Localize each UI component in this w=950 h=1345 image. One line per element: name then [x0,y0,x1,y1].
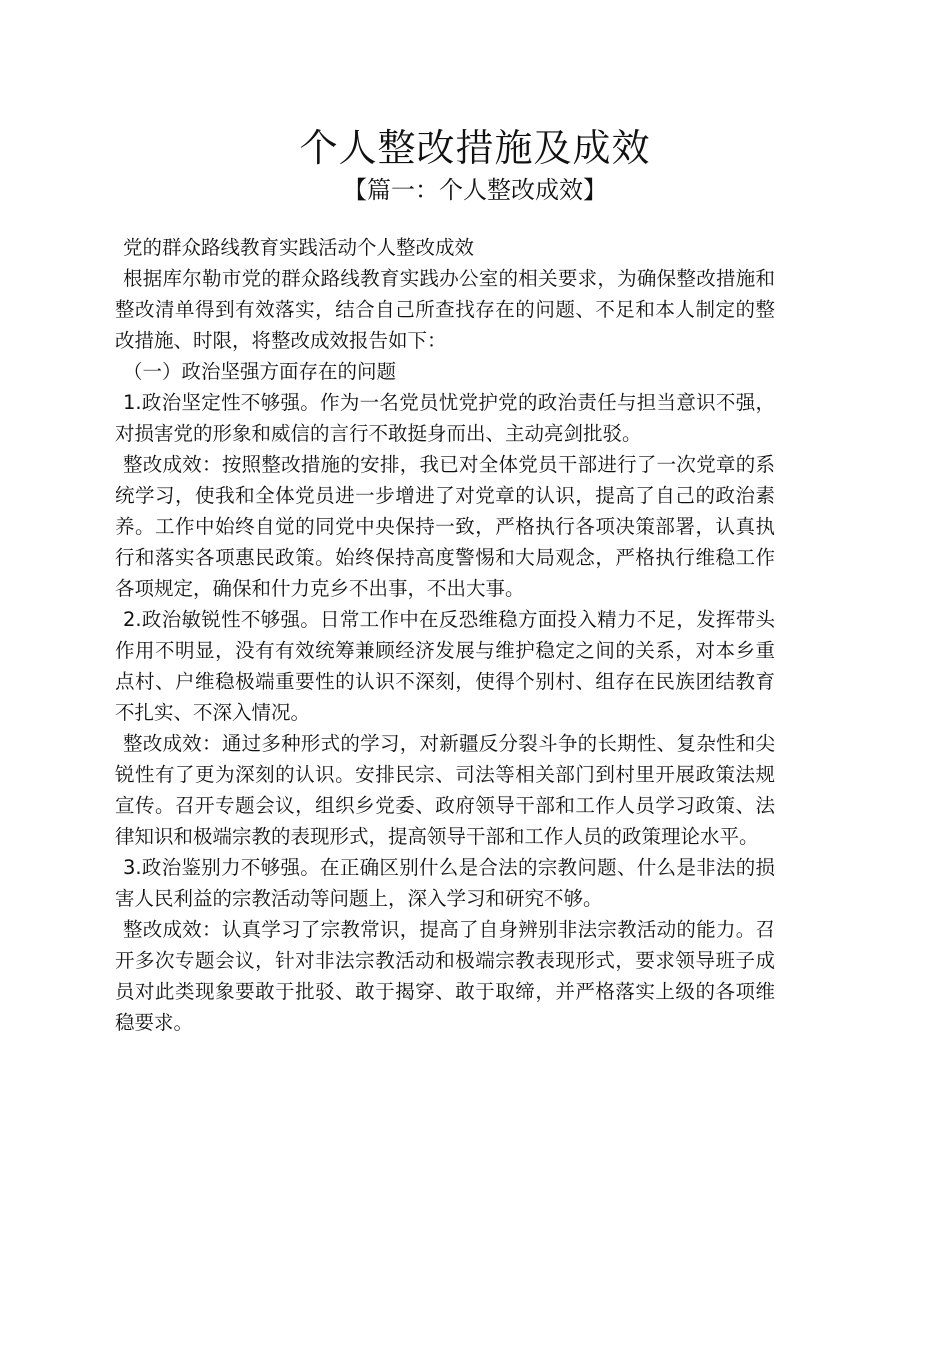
paragraph-issue-3: 3.政治鉴别力不够强。在正确区别什么是合法的宗教问题、什么是非法的损害人民利益的宗教活动等问题上，深入学习和研究不够。 [115,856,775,910]
section-heading: （一）政治坚强方面存在的问题 [123,360,397,383]
paragraph-issue-2: 2.政治敏锐性不够强。日常工作中在反恐维稳方面投入精力不足，发挥带头作用不明显，没有有效统筹兼顾经济发展与维护稳定之间的关系，对本乡重点村、户维稳极端重要性的认识不深刻，使得个别村、组存在民族团结教育不扎实、不深入情况。 [115,608,775,724]
document-title: 个人整改措施及成效 [299,126,651,170]
paragraph-result-3: 整改成效：认真学习了宗教常识，提高了自身辨别非法宗教活动的能力。召开多次专题会议，针对非法宗教活动和极端宗教表现形式，要求领导班子成员对此类现象要敢于批驳、敢于揭穿、敢于取缔，并严格落实上级的各项维稳要求。 [115,918,775,1034]
paragraph-result-1: 整改成效：按照整改措施的安排，我已对全体党员干部进行了一次党章的系统学习，使我和全体党员进一步增进了对党章的认识，提高了自己的政治素养。工作中始终自觉的同党中央保持一致，严格执行各项决策部署，认真执行和落实各项惠民政策。始终保持高度警惕和大局观念，严格执行维稳工作各项规定，确保和什力克乡不出事，不出大事。 [115,453,775,600]
paragraph-heading: 党的群众路线教育实践活动个人整改成效 [123,236,475,259]
document-body [115,232,775,1038]
document-subtitle: 【篇一：个人整改成效】 [343,176,607,204]
paragraph-result-2: 整改成效：通过多种形式的学习，对新疆反分裂斗争的长期性、复杂性和尖锐性有了更为深刻的认识。安排民宗、司法等相关部门到村里开展政策法规宣传。召开专题会议，组织乡党委、政府领导干部和工作人员学习政策、法律知识和极端宗教的表现形式，提高领导干部和工作人员的政策理论水平。 [115,732,775,848]
paragraph-intro: 根据库尔勒市党的群众路线教育实践办公室的相关要求，为确保整改措施和整改清单得到有效落实，结合自己所查找存在的问题、不足和本人制定的整改措施、时限，将整改成效报告如下： [115,267,775,352]
paragraph-issue-1: 1.政治坚定性不够强。作为一名党员忧党护党的政治责任与担当意识不强，对损害党的形象和威信的言行不敢挺身而出、主动亮剑批驳。 [115,391,775,445]
